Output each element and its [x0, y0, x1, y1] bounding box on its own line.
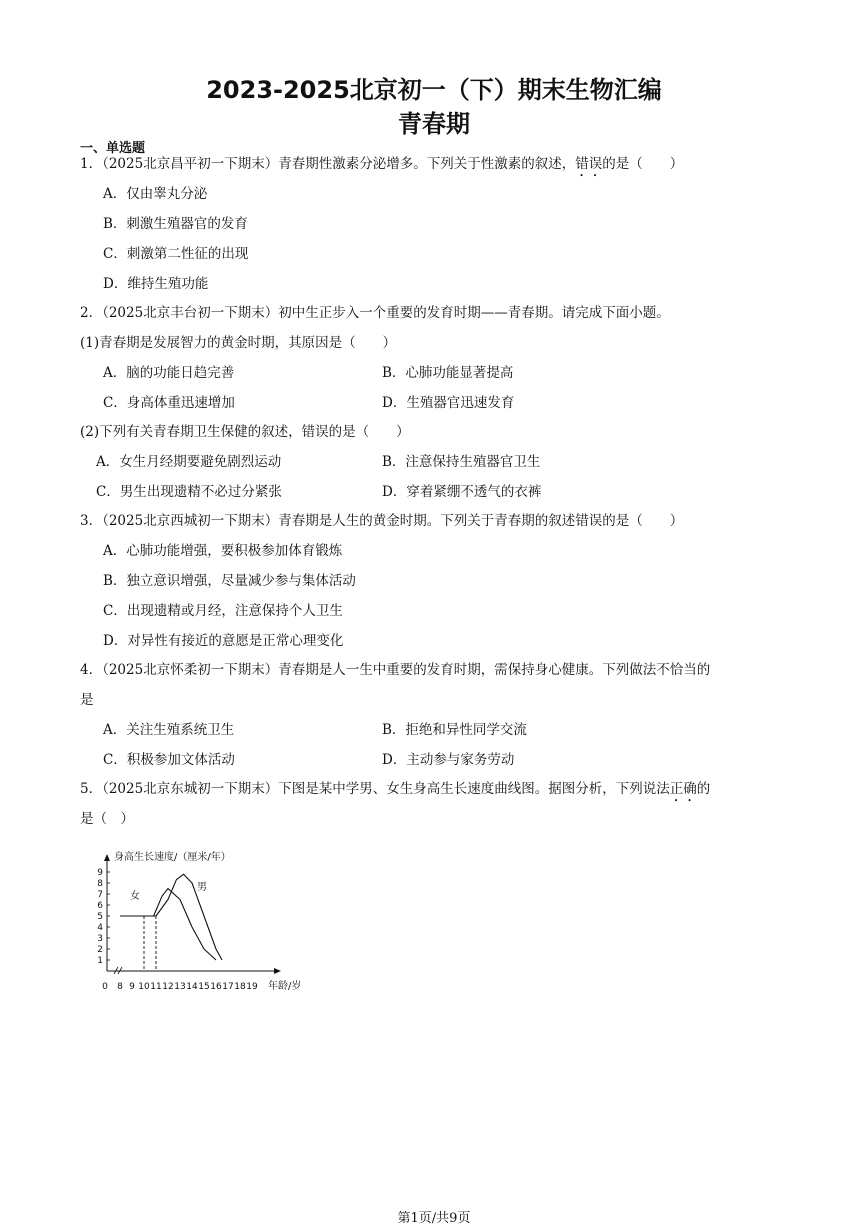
q2-sub2-option-c: C．男生出现遗精不必过分紧张	[96, 484, 282, 500]
q4-stem-line2: 是	[80, 692, 94, 708]
q1-stem: 1．（2025北京昌平初一下期末）青春期性激素分泌增多。下列关于性激素的叙述，错误的是（ ）	[80, 156, 684, 172]
q3-option-d: D．对异性有接近的意愿是正常心理变化	[103, 633, 344, 649]
x-tick-label: 14	[186, 982, 198, 992]
q4-option-b: B．拒绝和异性同学交流	[382, 722, 527, 738]
q5-stem-line2: 是（ ）	[80, 811, 134, 827]
q4-option-a: A．关注生殖系统卫生	[103, 722, 235, 738]
x-tick-label: 15	[198, 982, 210, 992]
q2-sub1-option-a: A．脑的功能日趋完善	[103, 365, 235, 381]
section-heading: 一、单选题	[80, 141, 146, 156]
series-label-female: 女	[130, 891, 140, 902]
y-tick-label: 2	[97, 945, 103, 955]
y-tick-label: 7	[97, 890, 103, 900]
q5-stem-line1: 5．（2025北京东城初一下期末）下图是某中学男、女生身高生长速度曲线图。据图分析，下列说法正确的	[80, 781, 711, 797]
q2-stem: 2．（2025北京丰台初一下期末）初中生正步入一个重要的发育时期——青春期。请完成下面小题。	[80, 305, 670, 321]
y-tick-label: 9	[97, 868, 103, 878]
q2-sub2-option-b: B．注意保持生殖器官卫生	[382, 454, 541, 470]
x-tick-label: 13	[174, 982, 186, 992]
q2-sub1-option-d: D．生殖器官迅速发育	[382, 395, 515, 411]
q3-option-c: C．出现遗精或月经，注意保持个人卫生	[103, 603, 343, 619]
x-tick-label: 0	[102, 982, 108, 992]
q3-option-a: A．心肺功能增强，要积极参加体育锻炼	[103, 543, 343, 559]
q2-sub2-option-d: D．穿着紧绷不透气的衣裤	[382, 484, 542, 500]
q4-stem-line1: 4．（2025北京怀柔初一下期末）青春期是人一生中重要的发育时期，需保持身心健康。下列做法不恰当的	[80, 662, 711, 678]
document-title: 2023-2025北京初一（下）期末生物汇编	[206, 76, 662, 104]
x-axis-arrow	[274, 968, 281, 974]
q3-option-b: B．独立意识增强，尽量减少参与集体活动	[103, 573, 356, 589]
q2-sub1-stem: (1)青春期是发展智力的黄金时期，其原因是（ ）	[80, 335, 397, 351]
q1-option-c: C．刺激第二性征的出现	[103, 246, 249, 262]
series-label-male: 男	[197, 882, 207, 893]
x-tick-label: 12	[162, 982, 174, 992]
x-tick-label: 11	[150, 982, 162, 992]
q4-option-d: D．主动参与家务劳动	[382, 752, 515, 768]
q1-option-b: B．刺激生殖器官的发育	[103, 216, 248, 232]
x-tick-label: 8	[117, 982, 123, 992]
document-subtitle: 青春期	[398, 110, 470, 138]
q2-sub2-stem: (2)下列有关青春期卫生保健的叙述，错误的是（ ）	[80, 424, 410, 440]
x-tick-label: 18	[234, 982, 246, 992]
x-tick-label: 16	[210, 982, 222, 992]
y-tick-label: 6	[97, 901, 103, 911]
growth-speed-chart	[96, 843, 316, 993]
q2-sub1-option-c: C．身高体重迅速增加	[103, 395, 235, 411]
q1-option-d: D．维持生殖功能	[103, 276, 209, 292]
page-footer: 第1页/共9页	[397, 1211, 471, 1226]
y-tick-label: 3	[97, 934, 103, 944]
y-axis-arrow	[104, 854, 110, 861]
q3-stem: 3．（2025北京西城初一下期末）青春期是人生的黄金时期。下列关于青春期的叙述错误的是（ ）	[80, 513, 684, 529]
q4-option-c: C．积极参加文体活动	[103, 752, 235, 768]
y-tick-label: 5	[97, 912, 103, 922]
x-tick-label: 17	[222, 982, 234, 992]
x-tick-label: 19	[246, 982, 258, 992]
x-tick-label: 10	[138, 982, 150, 992]
y-tick-label: 1	[97, 956, 103, 966]
y-tick-label: 4	[97, 923, 103, 933]
x-axis-title: 年龄/岁	[268, 981, 302, 992]
x-tick-label: 9	[129, 982, 135, 992]
y-tick-label: 8	[97, 879, 103, 889]
y-axis-title: 身高生长速度/（厘米/年）	[114, 852, 231, 863]
q1-option-a: A．仅由睾丸分泌	[103, 186, 208, 202]
q2-sub2-option-a: A．女生月经期要避免剧烈运动	[96, 454, 282, 470]
q2-sub1-option-b: B．心肺功能显著提高	[382, 365, 514, 381]
